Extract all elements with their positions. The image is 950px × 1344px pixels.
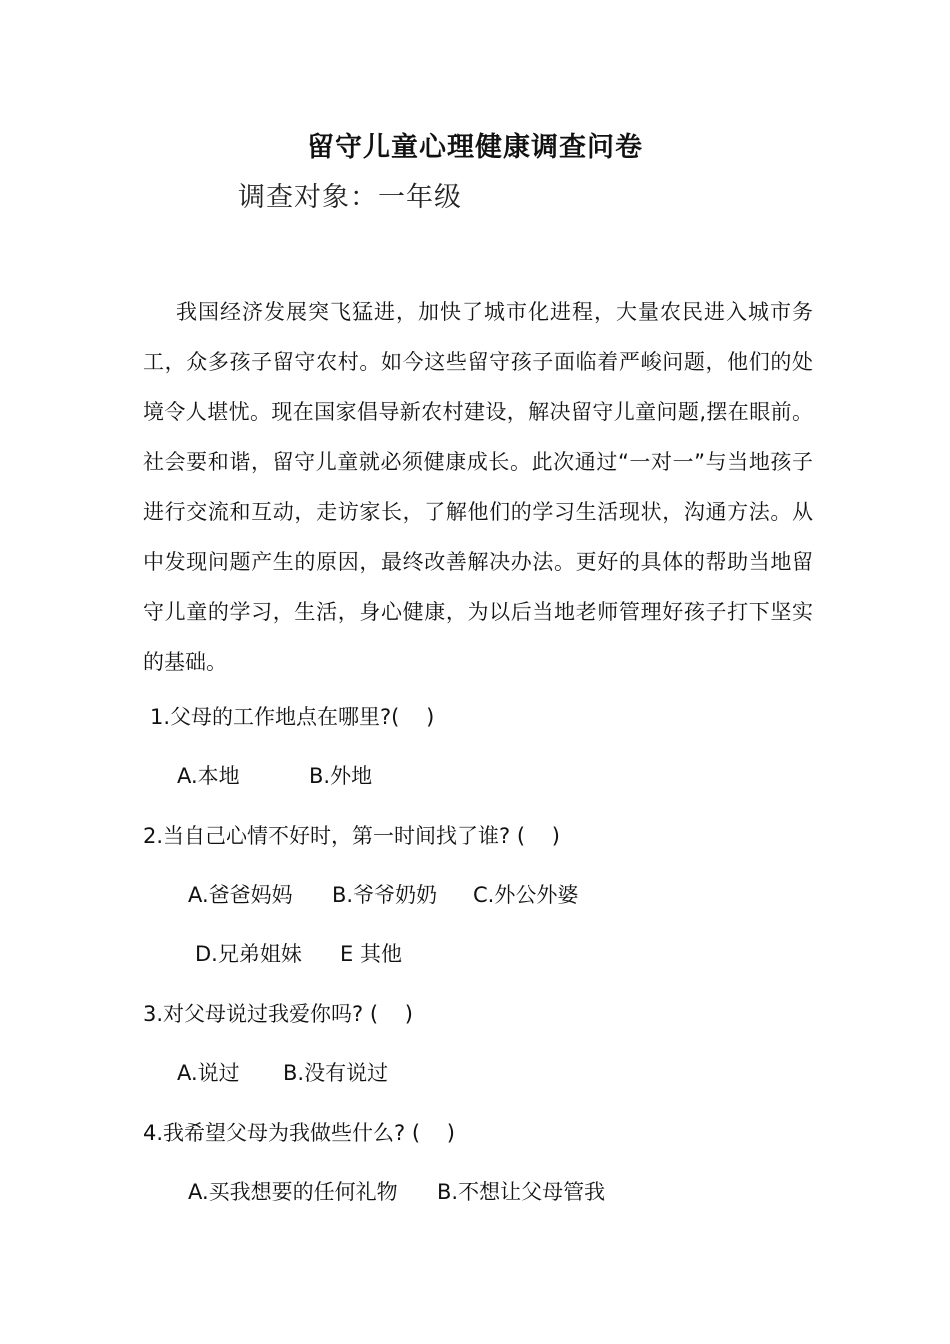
question-3-option-a: A.说过 (177, 1061, 240, 1085)
survey-target: 调查对象：一年级 (238, 182, 462, 213)
question-4-option-a: A.买我想要的任何礼物 (188, 1180, 398, 1204)
document-title: 留守儿童心理健康调查问卷 (307, 132, 643, 163)
question-2-option-e: E 其他 (340, 942, 402, 966)
question-2-option-a: A.爸爸妈妈 (188, 883, 293, 907)
question-4-option-b: B.不想让父母管我 (437, 1180, 606, 1204)
question-3: 3.对父母说过我爱你吗? ( ) (143, 1002, 413, 1026)
question-2: 2.当自己心情不好时，第一时间找了谁? ( ) (143, 824, 560, 848)
question-1-option-a: A.本地 (177, 764, 240, 788)
intro-paragraph: 我国经济发展突飞猛进，加快了城市化进程，大量农民进入城市务工，众多孩子留守农村。如今这些留守孩子面临着严峻问题，他们的处境令人堪忧。现在国家倡导新农村建设，解决留守儿童问题,摆在眼前。社会要和谐，留守儿童就必须健康成长。此次通过“一对一”与当地孩子进行交流和互动，走访家长，了解他们的学习生活现状，沟通方法。从中发现问题产生的原因，最终改善解决办法。更好的具体的帮助当地留守儿童的学习，生活，身心健康，为以后当地老师管理好孩子打下坚实的基础。 (143, 300, 813, 674)
question-1-option-b: B.外地 (309, 764, 373, 788)
question-2-option-b: B.爷爷奶奶 (332, 883, 438, 907)
question-1: 1.父母的工作地点在哪里?( ) (150, 705, 435, 729)
question-4: 4.我希望父母为我做些什么? ( ) (143, 1121, 455, 1145)
question-2-option-c: C.外公外婆 (473, 883, 579, 907)
question-2-option-d: D.兄弟姐妹 (195, 942, 302, 966)
question-3-option-b: B.没有说过 (283, 1061, 389, 1085)
